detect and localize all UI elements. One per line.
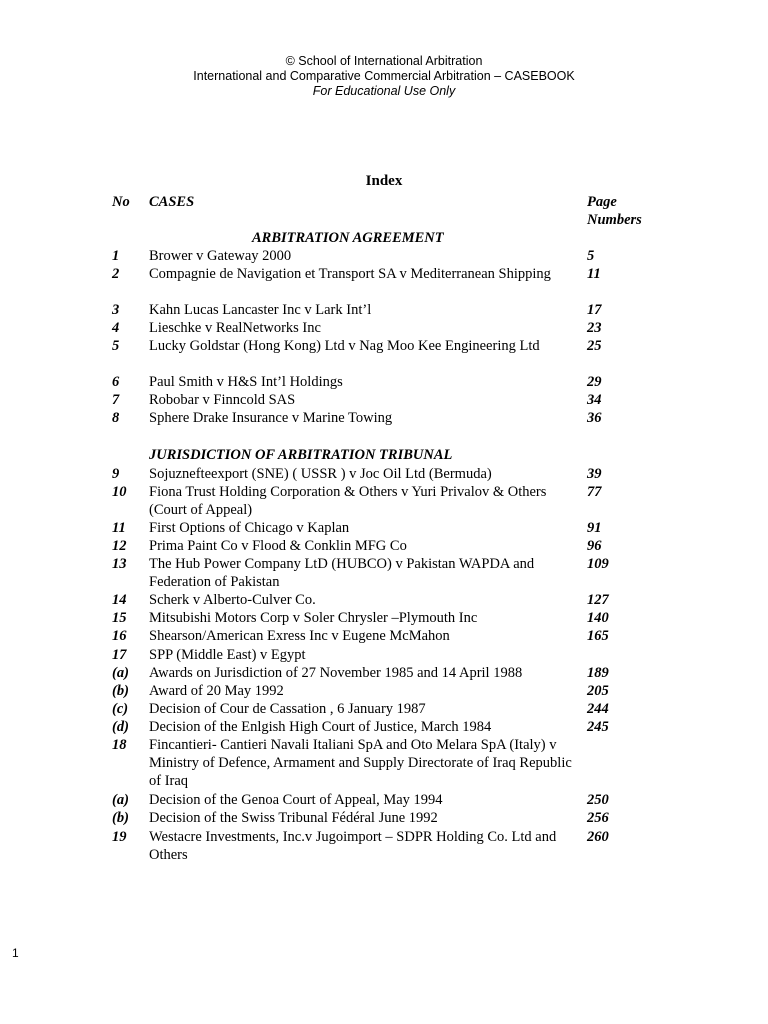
entry-case: Lieschke v RealNetworks Inc bbox=[149, 320, 321, 336]
entry-case: Sojuznefteexport (SNE) ( USSR ) v Joc Oil Ltd (Bermuda) bbox=[149, 466, 492, 482]
entry-page: 244 bbox=[587, 701, 609, 717]
entry-number: 2 bbox=[112, 266, 120, 282]
column-no-header: No bbox=[112, 194, 130, 210]
entry-number: 5 bbox=[112, 338, 120, 354]
entry-number: 6 bbox=[112, 374, 120, 390]
entry-number: 7 bbox=[112, 392, 120, 408]
entry-number: (a) bbox=[112, 665, 129, 681]
entry-page: 96 bbox=[587, 538, 602, 554]
entry-case: The Hub Power Company LtD (HUBCO) v Pakistan WAPDA and Federation of Pakistan bbox=[149, 556, 535, 590]
entry-page: 250 bbox=[587, 792, 609, 808]
entry-case: Lucky Goldstar (Hong Kong) Ltd v Nag Moo Kee Engineering Ltd bbox=[149, 338, 540, 354]
column-page-header: Page Numbers bbox=[587, 194, 642, 228]
document-header bbox=[0, 54, 768, 99]
entry-case: SPP (Middle East) v Egypt bbox=[149, 647, 306, 663]
entry-page: 34 bbox=[587, 392, 602, 408]
entry-number: 16 bbox=[112, 628, 127, 644]
entry-number: 9 bbox=[112, 466, 120, 482]
footer-page-number: 1 bbox=[12, 946, 19, 960]
index-title: Index bbox=[365, 173, 403, 189]
entry-page: 17 bbox=[587, 302, 602, 318]
entry-page: 23 bbox=[587, 320, 602, 336]
entry-number: (d) bbox=[112, 719, 129, 735]
entry-number: 19 bbox=[112, 829, 127, 845]
entry-number: 12 bbox=[112, 538, 127, 554]
entry-case: Mitsubishi Motors Corp v Soler Chrysler –Plymouth Inc bbox=[149, 610, 478, 626]
entry-page: 189 bbox=[587, 665, 609, 681]
entry-page: 245 bbox=[587, 719, 609, 735]
entry-page: 109 bbox=[587, 556, 609, 572]
entry-page: 91 bbox=[587, 520, 602, 536]
educational-use-line: For Educational Use Only bbox=[312, 84, 456, 98]
entry-case: Kahn Lucas Lancaster Inc v Lark Int’l bbox=[149, 302, 372, 318]
entry-case: Compagnie de Navigation et Transport SA v Mediterranean Shipping bbox=[149, 266, 551, 282]
entry-page: 256 bbox=[587, 810, 609, 826]
entry-case: Prima Paint Co v Flood & Conklin MFG Co bbox=[149, 538, 407, 554]
entry-number: 10 bbox=[112, 484, 127, 500]
entry-case: Scherk v Alberto-Culver Co. bbox=[149, 592, 316, 608]
entry-number: 4 bbox=[112, 320, 120, 336]
entry-number: 17 bbox=[112, 647, 127, 663]
entry-case: Shearson/American Exress Inc v Eugene McMahon bbox=[149, 628, 450, 644]
entry-number: (b) bbox=[112, 683, 129, 699]
entry-page: 36 bbox=[587, 410, 602, 426]
entry-number: (c) bbox=[112, 701, 129, 717]
entry-number: 3 bbox=[112, 302, 120, 318]
entry-case: Decision of the Enlgish High Court of Justice, March 1984 bbox=[149, 719, 492, 735]
column-cases-header: CASES bbox=[149, 194, 195, 210]
entry-case: Decision of Cour de Cassation , 6 January 1987 bbox=[149, 701, 426, 717]
entry-page: 29 bbox=[587, 374, 602, 390]
entry-page: 205 bbox=[587, 683, 609, 699]
entry-case: Awards on Jurisdiction of 27 November 1985 and 14 April 1988 bbox=[149, 665, 523, 681]
entry-case: Decision of the Genoa Court of Appeal, May 1994 bbox=[149, 792, 443, 808]
copyright-line: © School of International Arbitration bbox=[285, 54, 483, 68]
entry-case: Sphere Drake Insurance v Marine Towing bbox=[149, 410, 393, 426]
entry-case: Brower v Gateway 2000 bbox=[149, 248, 292, 264]
entry-page: 127 bbox=[587, 592, 609, 608]
entry-page: 77 bbox=[587, 484, 602, 500]
entry-page: 39 bbox=[587, 466, 602, 482]
casebook-title-line: International and Comparative Commercial Arbitration – CASEBOOK bbox=[193, 69, 575, 83]
entry-case: Fincantieri- Cantieri Navali Italiani SpA and Oto Melara SpA (Italy) v Ministry of Defence, Armament and Supply Directorate of Iraq Republic of Iraq bbox=[149, 737, 572, 789]
entry-number: 13 bbox=[112, 556, 127, 572]
section-arbitration-agreement: ARBITRATION AGREEMENT bbox=[252, 230, 444, 246]
entry-number: 11 bbox=[112, 520, 126, 536]
entry-case: First Options of Chicago v Kaplan bbox=[149, 520, 350, 536]
entry-page: 11 bbox=[587, 266, 601, 282]
entry-page: 5 bbox=[587, 248, 595, 264]
entry-number: (b) bbox=[112, 810, 129, 826]
entry-case: Robobar v Finncold SAS bbox=[149, 392, 296, 408]
entry-number: 1 bbox=[112, 248, 120, 264]
entry-page: 25 bbox=[587, 338, 602, 354]
entry-number: 14 bbox=[112, 592, 127, 608]
entry-case: Decision of the Swiss Tribunal Fédéral June 1992 bbox=[149, 810, 438, 826]
entry-case: Westacre Investments, Inc.v Jugoimport – SDPR Holding Co. Ltd and Others bbox=[149, 829, 557, 863]
section-jurisdiction-of-arbitration-tribunal: JURISDICTION OF ARBITRATION TRIBUNAL bbox=[149, 447, 453, 463]
entry-page: 260 bbox=[587, 829, 609, 845]
entry-case: Fiona Trust Holding Corporation & Others v Yuri Privalov & Others (Court of Appeal) bbox=[149, 484, 547, 518]
entry-case: Paul Smith v H&S Int’l Holdings bbox=[149, 374, 343, 390]
entry-number: (a) bbox=[112, 792, 129, 808]
entry-case: Award of 20 May 1992 bbox=[149, 683, 284, 699]
entry-number: 8 bbox=[112, 410, 120, 426]
entry-number: 18 bbox=[112, 737, 127, 753]
entry-number: 15 bbox=[112, 610, 127, 626]
entry-page: 165 bbox=[587, 628, 609, 644]
entry-page: 140 bbox=[587, 610, 609, 626]
